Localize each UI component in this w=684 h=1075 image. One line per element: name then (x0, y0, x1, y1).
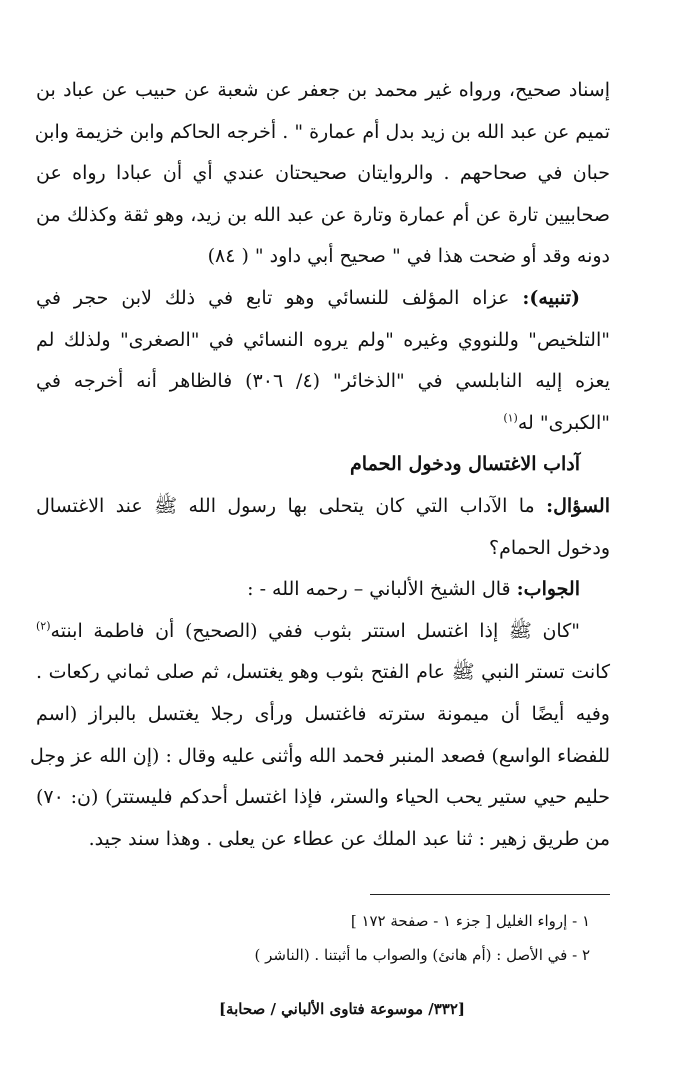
footnote-divider (370, 894, 610, 895)
footnote-1: ١ - إرواء الغليل [ جزء ١ - صفحة ١٧٢ ] (350, 912, 590, 930)
question-label: السؤال: (546, 494, 610, 517)
text-line: كانت تستر النبي ﷺ عام الفتح بثوب وهو يغتسل، ثم صلى ثماني ركعات . (36, 661, 610, 684)
answer-line (36, 569, 610, 611)
footnotes (60, 904, 608, 972)
question-line (36, 486, 610, 528)
text-line: ودخول الحمام؟ (489, 536, 610, 559)
text-line: حليم حيي ستير يحب الحياء والستر، فإذا اغتسل أحدكم فليستتر) (ن: ٧٠) (36, 786, 610, 809)
page-footer: [٣٣٢/ موسوعة فتاوى الألباني / صحابة] (218, 1000, 466, 1018)
note-line (36, 278, 610, 320)
text-line: إسناد صحيح، ورواه غير محمد بن جعفر عن شعبة عن حبيب عن عباد بن (36, 79, 610, 101)
text-line: دونه وقد أو ضحت هذا في " صحيح أبي داود " ( ٨٤) (207, 245, 610, 268)
text-line: تميم عن عبد الله بن زيد بدل أم عمارة " . أخرجه الحاكم وابن خزيمة وابن (34, 120, 610, 143)
answer-quote-start: "كان ﷺ إذا اغتسل استتر بثوب ففي (الصحيح) أن فاطمة ابنته (50, 619, 580, 642)
note-label: (تنبيه): (522, 286, 580, 309)
text-line: يعزه إليه النابلسي في "الذخائر" (٤/ ٣٠٦) فالظاهر أنه أخرجه في (36, 370, 610, 393)
footnote-ref-1[interactable]: (١) (503, 411, 518, 425)
text-line: للفضاء الواسع) فصعد المنبر فحمد الله وأثنى عليه وقال : (إن الله عز وجل (30, 744, 610, 767)
answer-label: الجواب: (516, 578, 580, 601)
text-line (36, 611, 610, 653)
note-last-text: "الكبرى" له (517, 411, 610, 434)
section-title: آداب الاغتسال ودخول الحمام (350, 453, 580, 476)
note-text: عزاه المؤلف للنسائي وهو تابع في ذلك لابن حجر في (36, 286, 523, 309)
main-text (30, 70, 610, 860)
footnote-ref-2[interactable]: (٢) (36, 619, 51, 633)
text-line: من طريق زهير : ثنا عبد الملك عن عطاء عن يعلى . وهذا سند جيد. (88, 827, 610, 850)
text-line: "التلخيص" وللنووي وغيره "ولم يروه النسائي في "الصغرى" ولذلك لم (36, 328, 610, 351)
footnote-2: ٢ - في الأصل : (أم هانئ) والصواب ما أثبتنا . (الناشر ) (254, 946, 590, 964)
text-line: صحابيين تارة عن أم عمارة وتارة عن عبد الله بن زيد، وهو ثقة وكذلك من (36, 203, 610, 226)
text-line (36, 403, 610, 445)
text-line: وفيه أيضًا أن ميمونة سترته فاغتسل ورأى رجلا يغتسل بالبراز (اسم (36, 702, 610, 725)
question-text: ما الآداب التي كان يتحلى بها رسول الله ﷺ عند الاغتسال (36, 494, 547, 517)
answer-text: قال الشيخ الألباني – رحمه الله - : (247, 578, 517, 601)
text-line: حبان في صحاحهم . والروايتان صحيحتان عندي أي أن عبادا رواه عن (36, 162, 610, 185)
